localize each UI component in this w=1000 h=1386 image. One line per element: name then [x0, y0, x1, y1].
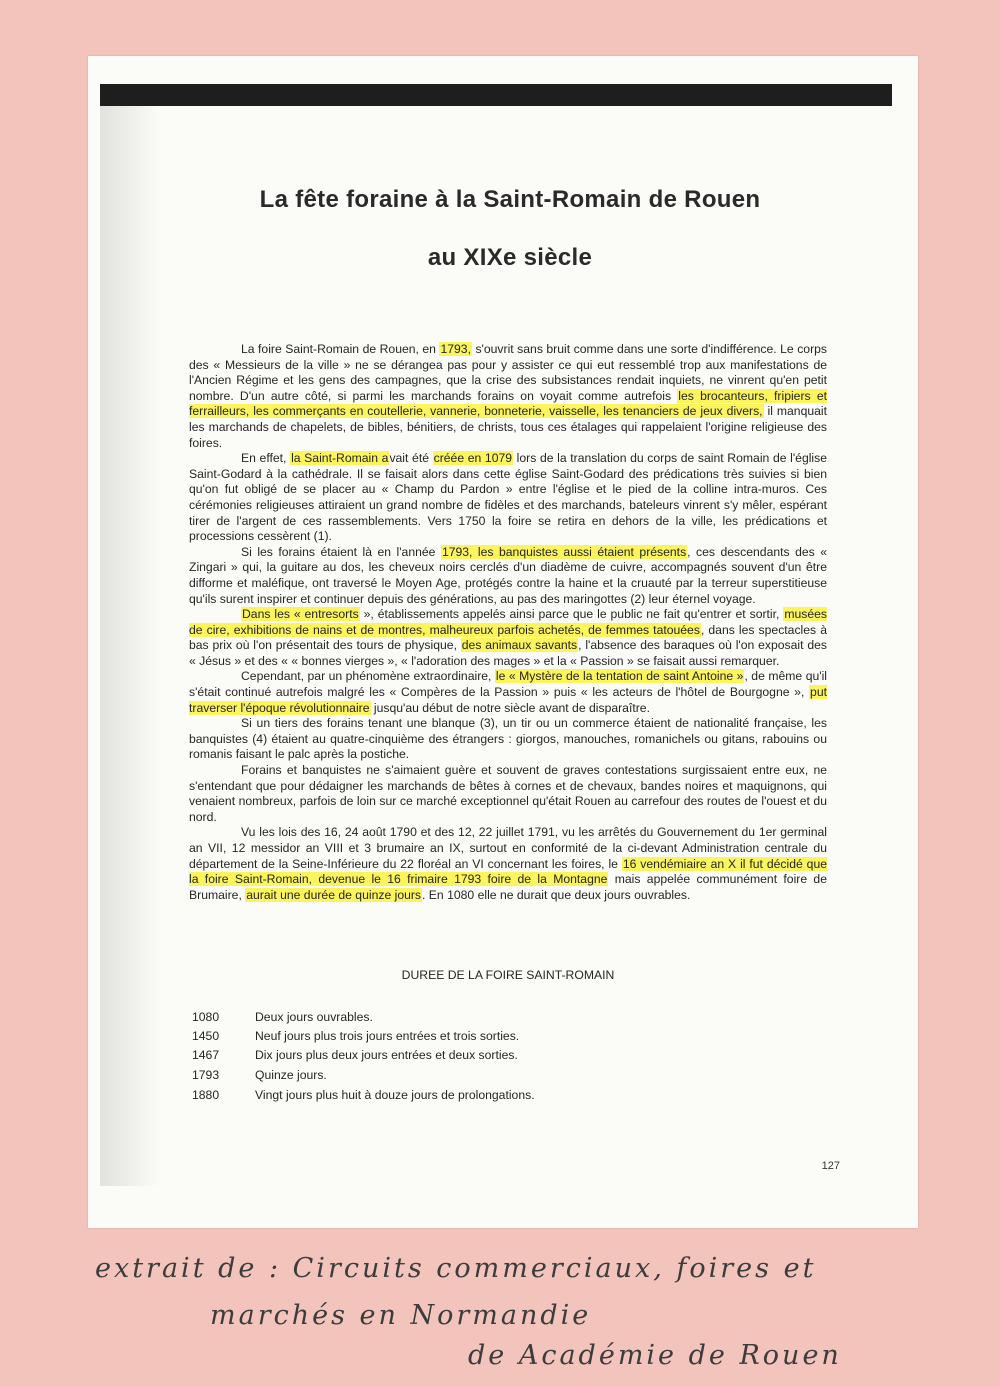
scan-top-bar: [100, 84, 892, 106]
duration-row: [192, 1029, 792, 1048]
duration-row: [192, 1088, 792, 1107]
duration-text: Quinze jours.: [255, 1068, 327, 1082]
highlighted-text: 16 vendémiaire an X il fut décidé que la foire Saint-Romain, devenue le 16 frimaire 1793 foire de la Montagne: [189, 856, 827, 887]
article-title: La fête foraine à la Saint-Romain de Rouen: [259, 186, 761, 213]
duration-text: Dix jours plus deux jours entrées et deux sorties.: [255, 1048, 518, 1062]
paragraph-text: », établissements appelés ainsi parce que le public ne fait qu'entrer et sortir,: [359, 607, 784, 622]
handwritten-caption-line-3: de Académie de Rouen: [468, 1340, 842, 1371]
article-paragraph: [189, 451, 827, 545]
highlighted-text: créée en 1079: [433, 451, 513, 466]
highlighted-text: put traverser l'époque révolutionnaire: [189, 685, 827, 715]
highlighted-text: des animaux savants: [461, 638, 578, 653]
handwritten-caption-line-2: marchés en Normandie: [210, 1300, 592, 1331]
highlighted-text: musées de cire, exhibitions de nains et de montres, malheureux parfois achetés, de femmes tatouées: [189, 607, 827, 637]
duration-year: 1080: [192, 1010, 220, 1024]
article-paragraph: [189, 607, 827, 669]
paragraph-text: En effet,: [241, 451, 291, 466]
duration-year: 1880: [192, 1088, 220, 1102]
paragraph-text: il manquait les marchands de chapelets, de bibles, bénitiers, de christs, tous ces étalages qui rappelaient l'origine religieuse des foires.: [189, 404, 827, 450]
handwritten-caption-line-1: extrait de : Circuits commerciaux, foires et: [95, 1253, 817, 1284]
paragraph-text: vait été: [389, 451, 433, 466]
paragraph-text: , dans les spectacles à bas prix où l'on présentait des tours de physique,: [189, 622, 827, 653]
page-number: 127: [821, 1160, 840, 1172]
paragraph-text: mais appelée communément foire de Brumaire,: [189, 872, 827, 902]
duration-row: [192, 1048, 792, 1067]
highlighted-text: 1793, les banquistes aussi étaient présents: [441, 544, 687, 559]
paragraph-text: La foire Saint-Romain de Rouen, en: [241, 342, 440, 356]
paragraph-text: jusqu'au début de notre siècle avant de disparaître.: [370, 700, 650, 715]
highlighted-text: Dans les « entresorts: [242, 607, 359, 622]
duration-text: Neuf jours plus trois jours entrées et trois sorties.: [255, 1029, 520, 1043]
highlighted-text: aurait une durée de quinze jours: [246, 887, 422, 902]
paragraph-text: Forains et banquistes ne s'aimaient guère et souvent de graves contestations surgissaient entre eux, ne s'entendant que pour dédaigner les marchands de bêtes à cornes et de chevaux, bandes noires et maquignons, qui venaient nombreux, parfois de loin sur ce marché exceptionnel qu'était Rouen au carrefour des routes de l'ouest et du nord.: [189, 763, 827, 824]
article-paragraph: [189, 763, 827, 825]
duration-table-heading: DUREE DE LA FOIRE SAINT-ROMAIN: [401, 968, 615, 982]
article-paragraph: [189, 545, 827, 607]
duration-year: 1467: [192, 1048, 220, 1062]
paragraph-text: Cependant, par un phénomène extraordinaire,: [241, 669, 495, 684]
paragraph-text: , l'absence des baraques où l'on exposait des « Jésus » et des « « bonnes vierges », « l'adoration des mages » et la « Passion » se faisait aussi remarquer.: [189, 638, 827, 668]
paragraph-text: , de même qu'il s'était continué autrefois malgré les « Compères de la Passion » puis « les acteurs de l'hôtel de Bourgogne »,: [189, 669, 827, 700]
highlighted-text: 1793,: [440, 342, 471, 356]
article-paragraph: [189, 716, 827, 763]
paragraph-text: Si les forains étaient là en l'année: [241, 544, 441, 559]
paragraph-text: . En 1080 elle ne durait que deux jours ouvrables.: [422, 887, 691, 902]
duration-year: 1450: [192, 1029, 220, 1043]
paragraph-text: Si un tiers des forains tenant une blanque (3), un tir ou un commerce étaient de nationalité française, les banquistes (4) étaient au quatre-cinquième des étrangers : giorgos, manouches, romanichels ou gitans, rabouins ou romanis faisant le palc après la postiche.: [189, 716, 827, 762]
paragraph-text: Vu les lois des 16, 24 août 1790 et des 12, 22 juillet 1791, vu les arrêtés du Gouvernement du 1er germinal an VII, 12 messidor an VIII et 3 brumaire an IX, surtout en conformité de la ci-devant Administration centrale du département de la Seine-Inférieure du 22 floréal an VI concernant les foires, le: [189, 825, 827, 871]
article-subtitle: au XIXe siècle: [427, 244, 593, 271]
article-paragraph: [189, 342, 827, 451]
article-paragraph: [189, 669, 827, 716]
highlighted-text: les brocanteurs, fripiers et ferrailleurs, les commerçants en coutellerie, vannerie, bonneterie, vaisselle, les tenanciers de jeux divers,: [189, 388, 827, 419]
highlighted-text: le « Mystère de la tentation de saint Antoine »: [495, 669, 744, 684]
duration-row: [192, 1010, 792, 1029]
duration-text: Deux jours ouvrables.: [255, 1010, 373, 1024]
article-paragraph: [189, 825, 827, 903]
highlighted-text: la Saint-Romain a: [291, 451, 389, 466]
duration-row: [192, 1068, 792, 1087]
paragraph-text: , ces descendants des « Zingari » qui, la guitare au dos, les cheveux noirs cerclés d'un diadème de cuivre, accompagnés souvent d'un être difforme et maléfique, ont traversé le Moyen Age, protégés contre la haine et la cruauté par la terreur superstitieuse qu'ils surent inspirer et continuer depuis des générations, au pas des maringottes (2) leur éternel voyage.: [189, 544, 827, 606]
paragraph-text: lors de la translation du corps de saint Romain de l'église Saint-Godard à la cathédrale. Il se faisait alors dans cette église Saint-Godard des prédications très suivies si bien qu'on fut obligé de se placer au « Champ du Pardon » entre l'église et le pied de la colline intra-muros. Ces cérémonies religieuses attiraient un grand nombre de fidèles et des marchands, bateleurs vinrent s'y mêler, espérant tirer de l'argent de ces rassemblements. Vers 1750 la foire se retira en dehors de la ville, les prédications et processions cessèrent (1).: [189, 451, 828, 544]
article-body: [189, 342, 827, 903]
duration-year: 1793: [192, 1068, 220, 1082]
paragraph-text: s'ouvrit sans bruit comme dans une sorte d'indifférence. Le corps des « Messieurs de la ville » ne se dérangea pas pour y assister ce qui eut ressemblé trop aux manifestations de l'Ancien Régime et les gens des campagnes, que la crise des subsistances rendait inquiets, ne vinrent qu'en petit nombre. D'un autre côté, si parmi les marchands forains on voyait comme autrefois: [189, 342, 827, 403]
duration-text: Vingt jours plus huit à douze jours de prolongations.: [255, 1088, 535, 1102]
